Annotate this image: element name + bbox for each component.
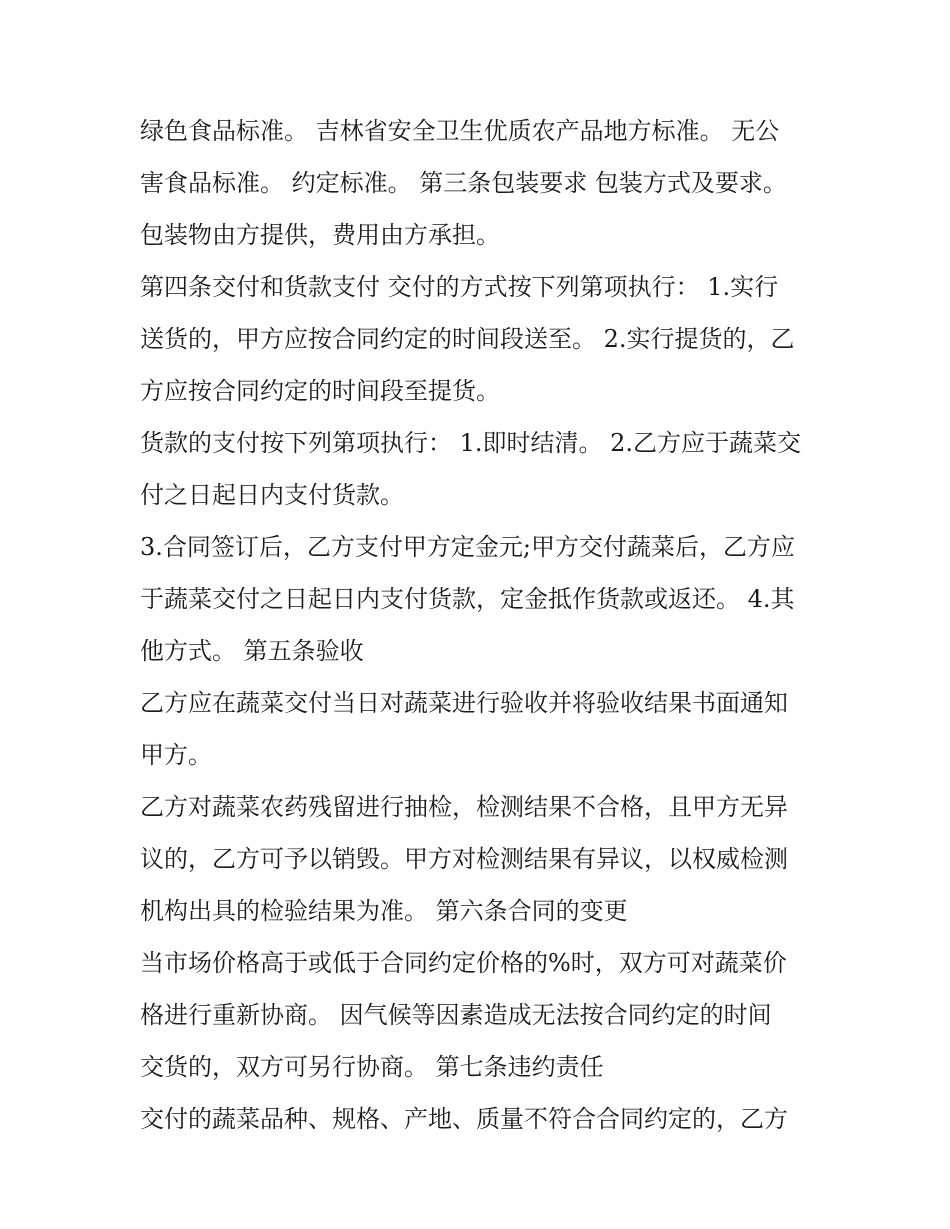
text-line-8: 付之日起日内支付货款。 — [140, 481, 404, 509]
text-line-1: 绿色食品标准。 吉林省安全卫生优质农产品地方标准。 无公 — [140, 117, 780, 145]
text-line-12: 乙方应在蔬菜交付当日对蔬菜进行验收并将验收结果书面通知 — [140, 689, 788, 717]
text-line-9: 3.合同签订后，乙方支付甲方定金元;甲方交付蔬菜后，乙方应 — [140, 533, 795, 561]
text-line-15: 议的，乙方可予以销毁。甲方对检测结果有异议，以权威检测 — [140, 845, 788, 873]
text-line-13: 甲方。 — [140, 741, 212, 769]
text-line-20: 交付的蔬菜品种、规格、产地、质量不符合合同约定的，乙方 — [140, 1105, 788, 1133]
text-line-17: 当市场价格高于或低于合同约定价格的%时，双方可对蔬菜价 — [140, 949, 787, 977]
text-line-11: 他方式。 第五条验收 — [140, 637, 364, 665]
text-line-5: 送货的，甲方应按合同约定的时间段送至。 2.实行提货的，乙 — [140, 325, 795, 353]
text-line-4: 第四条交付和货款支付 交付的方式按下列第项执行： 1.实行 — [140, 273, 779, 301]
text-line-7: 货款的支付按下列第项执行： 1.即时结清。 2.乙方应于蔬菜交 — [140, 429, 802, 457]
text-line-16: 机构出具的检验结果为准。 第六条合同的变更 — [140, 897, 628, 925]
text-line-3: 包装物由方提供，费用由方承担。 — [140, 221, 500, 249]
document-body — [140, 105, 820, 1145]
text-line-19: 交货的，双方可另行协商。 第七条违约责任 — [140, 1053, 604, 1081]
text-line-14: 乙方对蔬菜农药残留进行抽检，检测结果不合格，且甲方无异 — [140, 793, 788, 821]
text-line-10: 于蔬菜交付之日起日内支付货款，定金抵作货款或返还。 4.其 — [140, 585, 795, 613]
text-line-2: 害食品标准。 约定标准。 第三条包装要求 包装方式及要求。 — [140, 169, 787, 197]
text-line-6: 方应按合同约定的时间段至提货。 — [140, 377, 500, 405]
text-line-18: 格进行重新协商。 因气候等因素造成无法按合同约定的时间 — [140, 1001, 772, 1029]
